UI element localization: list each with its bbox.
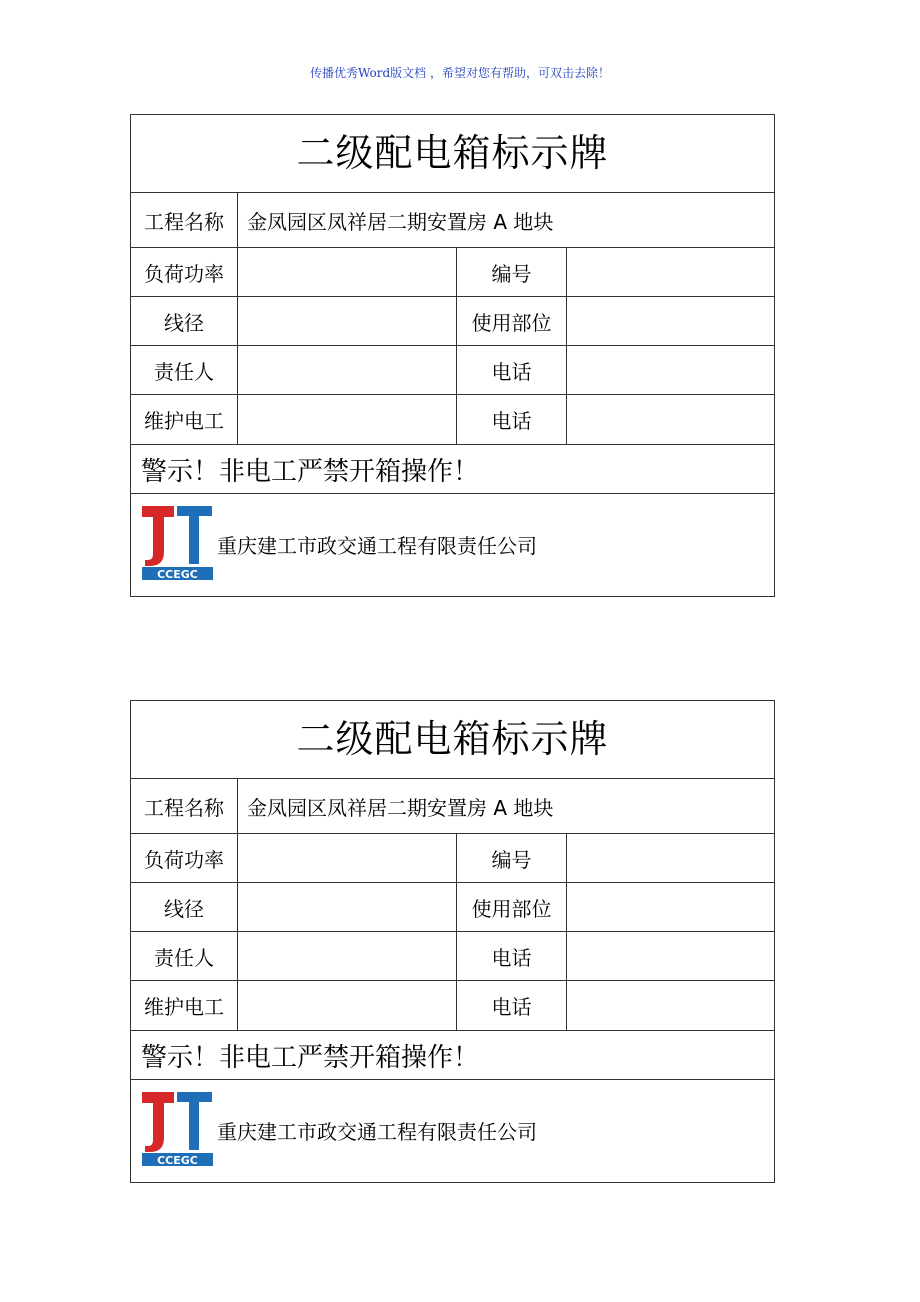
company-row — [131, 1080, 774, 1183]
number-label: 编号 — [457, 248, 567, 296]
sign-title: 二级配电箱标示牌 — [296, 717, 609, 761]
load-value — [238, 248, 457, 296]
electrician-phone-label: 电话 — [457, 981, 567, 1030]
location-label: 使用部位 — [457, 883, 567, 931]
company-row — [131, 494, 774, 597]
load-label: 负荷功率 — [131, 248, 238, 296]
location-value — [567, 297, 774, 345]
wire-label: 线径 — [131, 297, 238, 345]
sign-title-row — [131, 701, 774, 779]
company-name: 重庆建工市政交通工程有限责任公司 — [217, 533, 537, 558]
electrician-row — [131, 395, 774, 445]
load-label: 负荷功率 — [131, 834, 238, 882]
project-value: 金凤园区凤祥居二期安置房 A 地块 — [247, 795, 554, 820]
number-value — [567, 834, 774, 882]
electrician-row — [131, 981, 774, 1031]
project-label: 工程名称 — [131, 779, 238, 833]
person-row — [131, 346, 774, 395]
project-label: 工程名称 — [131, 193, 238, 247]
header-note: 传播优秀Word版文档 ，希望对您有帮助，可双击去除！ — [310, 66, 610, 80]
electrician-label: 维护电工 — [131, 395, 238, 444]
load-row — [131, 248, 774, 297]
person-label: 责任人 — [131, 346, 238, 394]
electrician-label: 维护电工 — [131, 981, 238, 1030]
electrician-phone-label: 电话 — [457, 395, 567, 444]
warning-row — [131, 445, 774, 494]
wire-value — [238, 297, 457, 345]
number-label: 编号 — [457, 834, 567, 882]
electrician-value — [238, 981, 457, 1030]
warning-row — [131, 1031, 774, 1080]
electrician-phone-value — [567, 981, 774, 1030]
wire-label: 线径 — [131, 883, 238, 931]
wire-row — [131, 297, 774, 346]
person-phone-value — [567, 346, 774, 394]
person-value — [238, 346, 457, 394]
person-phone-label: 电话 — [457, 932, 567, 980]
logo-lettering: CCEGC — [157, 568, 198, 581]
person-label: 责任人 — [131, 932, 238, 980]
sign-card-1 — [130, 114, 775, 597]
logo-lettering: CCEGC — [157, 1154, 198, 1167]
warning-text: 警示！非电工严禁开箱操作！ — [141, 456, 480, 487]
sign-title: 二级配电箱标示牌 — [296, 131, 609, 175]
warning-text: 警示！非电工严禁开箱操作！ — [141, 1042, 480, 1073]
person-value — [238, 932, 457, 980]
sign-card-2 — [130, 700, 775, 1183]
person-phone-label: 电话 — [457, 346, 567, 394]
project-value: 金凤园区凤祥居二期安置房 A 地块 — [247, 209, 554, 234]
load-row — [131, 834, 774, 883]
electrician-phone-value — [567, 395, 774, 444]
location-value — [567, 883, 774, 931]
person-row — [131, 932, 774, 981]
wire-row — [131, 883, 774, 932]
person-phone-value — [567, 932, 774, 980]
wire-value — [238, 883, 457, 931]
load-value — [238, 834, 457, 882]
number-value — [567, 248, 774, 296]
sign-title-row — [131, 115, 774, 193]
location-label: 使用部位 — [457, 297, 567, 345]
company-logo-icon — [141, 1090, 214, 1167]
project-row — [131, 193, 774, 248]
electrician-value — [238, 395, 457, 444]
project-row — [131, 779, 774, 834]
company-name: 重庆建工市政交通工程有限责任公司 — [217, 1119, 537, 1144]
company-logo-icon — [141, 504, 214, 581]
